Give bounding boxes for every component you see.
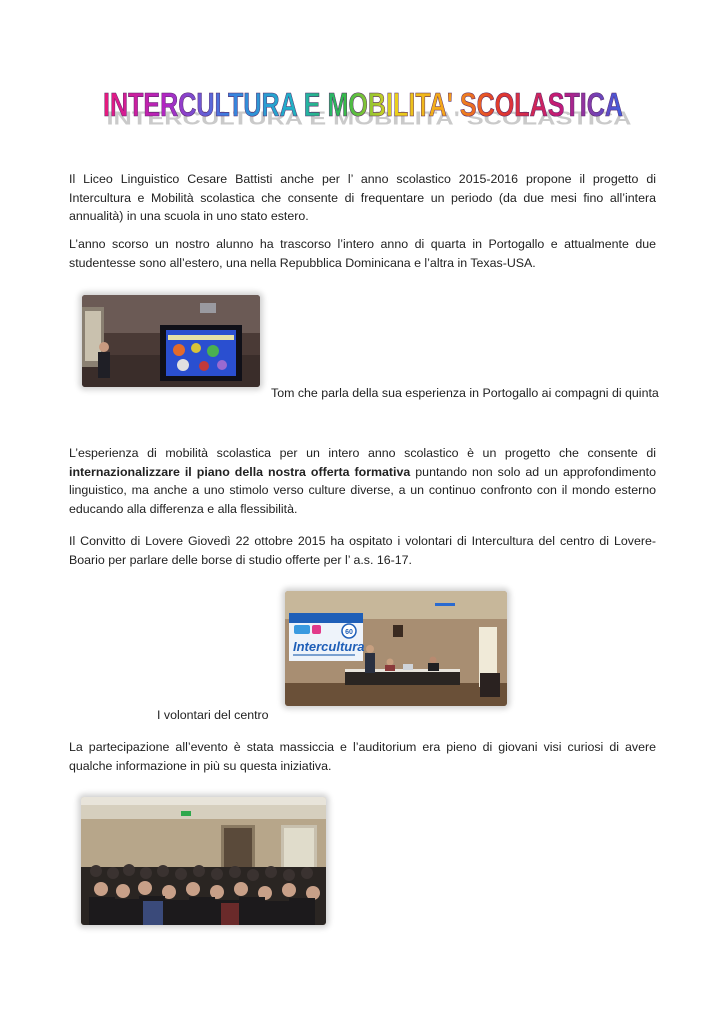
title-text: INTERCULTURA E MOBILITA' SCOLASTICA bbox=[103, 86, 623, 123]
title-shadow: INTERCULTURA E MOBILITA' SCOLASTICA bbox=[106, 108, 632, 129]
badge-text: 60 bbox=[345, 629, 353, 636]
caption-photo1: Tom che parla della sua esperienza in Portogallo ai compagni di quinta bbox=[271, 386, 659, 400]
page-title bbox=[95, 80, 635, 140]
photo-classroom-presentation bbox=[82, 295, 260, 387]
paragraph-intro: Il Liceo Linguistico Cesare Battisti anche per l’ anno scolastico 2015-2016 propone il progetto di Intercultura e Mobilità scolastica che consente di frequentare un periodo (da due mesi fino all’intera annualità) in una scuola in uno stato estero. bbox=[69, 172, 656, 224]
paragraph-experience-start: L’esperienza di mobilità scolastica per un intero anno scolastico è un progetto che consente di bbox=[69, 446, 656, 460]
title-wordart bbox=[95, 80, 635, 140]
paragraph-experience bbox=[69, 444, 656, 518]
paragraph-experience-end: puntando non solo ad un approfondimento linguistico, ma anche a uno stimolo verso culture diverse, a un continuo confronto con il mondo esterno educando alla differenza e alla flessibilità. bbox=[69, 464, 656, 516]
paragraph-last-year: L’anno scorso un nostro alunno ha trascorso l’intero anno di quarta in Portogallo e attualmente due studentesse sono all’estero, una nella Repubblica Dominicana e l’altra in Texas-USA. bbox=[69, 237, 656, 270]
photo-auditorium bbox=[81, 797, 326, 925]
caption-photo2: I volontari del centro bbox=[157, 708, 269, 722]
paragraph-participation: La partecipazione all’evento è stata massiccia e l’auditorium era pieno di giovani visi curiosi di avere qualche informazione in più su questa iniziativa. bbox=[69, 740, 656, 773]
paragraph-experience-bold: internazionalizzare il piano della nostra offerta formativa bbox=[69, 464, 411, 479]
photo-volunteers bbox=[285, 591, 507, 706]
paragraph-convitto: Il Convitto di Lovere Giovedì 22 ottobre 2015 ha ospitato i volontari di Intercultura del centro di Lovere-Boario per parlare delle borse di studio offerte per l’ a.s. 16-17. bbox=[69, 534, 656, 567]
intercultura-logo-text: Intercultura bbox=[293, 639, 365, 654]
